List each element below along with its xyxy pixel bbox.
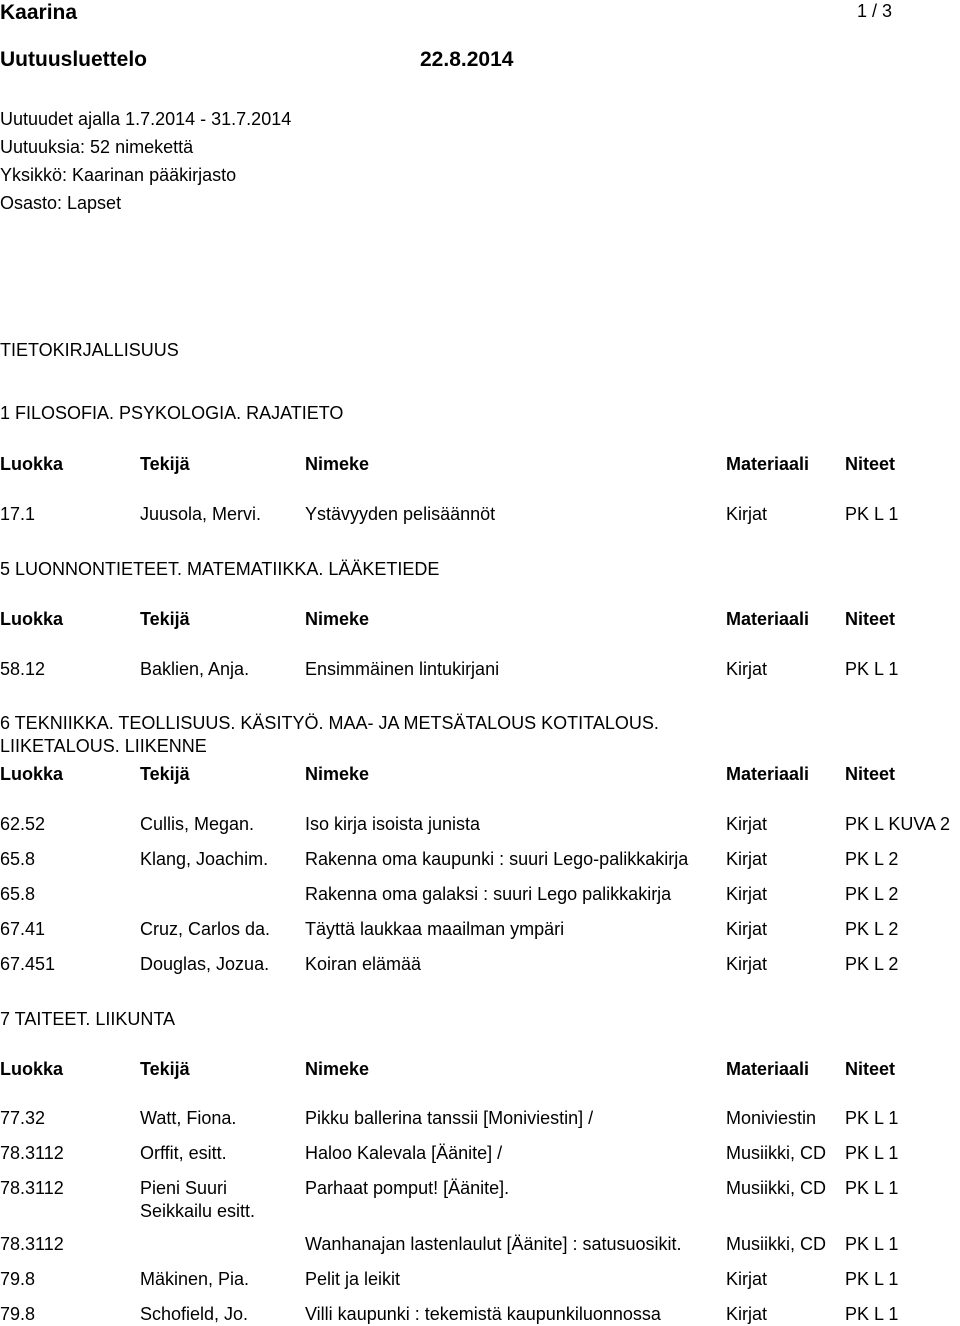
cell-nimeke: Koiran elämää — [305, 954, 422, 974]
cell-niteet: PK L 1 — [845, 1269, 899, 1289]
cell-luokka: 78.3112 — [0, 1143, 64, 1163]
cell-materiaali: Musiikki, CD — [726, 1178, 827, 1198]
cell-luokka: 65.8 — [0, 849, 36, 869]
column-header-luokka: Luokka — [0, 764, 64, 784]
cell-niteet: PK L KUVA 2 — [845, 814, 951, 834]
cell-tekija: Klang, Joachim. — [140, 849, 269, 869]
cell-niteet: PK L 1 — [845, 1143, 899, 1163]
column-header-nimeke: Nimeke — [305, 764, 370, 784]
cell-tekija: Schofield, Jo. — [140, 1304, 249, 1324]
column-header-luokka: Luokka — [0, 454, 64, 474]
cell-luokka: 77.32 — [0, 1108, 46, 1128]
column-header-tekija: Tekijä — [140, 1059, 190, 1079]
section-heading: 7 TAITEET. LIIKUNTA — [0, 1009, 176, 1029]
list-date: 22.8.2014 — [420, 48, 514, 71]
cell-nimeke: Pikku ballerina tanssii [Moniviestin] / — [305, 1108, 594, 1128]
cell-niteet: PK L 2 — [845, 954, 899, 974]
meta-count: Uutuuksia: 52 nimekettä — [0, 137, 194, 157]
meta-department: Osasto: Lapset — [0, 193, 122, 213]
category-heading: TIETOKIRJALLISUUS — [0, 340, 179, 360]
column-header-materiaali: Materiaali — [726, 454, 810, 474]
cell-luokka: 65.8 — [0, 884, 36, 904]
column-header-nimeke: Nimeke — [305, 609, 370, 629]
column-header-tekija: Tekijä — [140, 454, 190, 474]
meta-unit: Yksikkö: Kaarinan pääkirjasto — [0, 165, 237, 185]
cell-tekija: Douglas, Jozua. — [140, 954, 270, 974]
cell-tekija: Juusola, Mervi. — [140, 504, 262, 524]
cell-niteet: PK L 1 — [845, 504, 899, 524]
meta-period: Uutuudet ajalla 1.7.2014 - 31.7.2014 — [0, 109, 292, 129]
cell-luokka: 79.8 — [0, 1304, 36, 1324]
cell-materiaali: Kirjat — [726, 919, 768, 939]
column-header-materiaali: Materiaali — [726, 609, 810, 629]
cell-materiaali: Musiikki, CD — [726, 1143, 827, 1163]
column-header-niteet: Niteet — [845, 764, 896, 784]
section-heading: 6 TEKNIIKKA. TEOLLISUUS. KÄSITYÖ. MAA- JA METSÄTALOUS KOTITALOUS. — [0, 713, 659, 733]
cell-niteet: PK L 1 — [845, 1178, 899, 1198]
cell-tekija: Orffit, esitt. — [140, 1143, 227, 1163]
cell-tekija: Watt, Fiona. — [140, 1108, 237, 1128]
cell-luokka: 17.1 — [0, 504, 36, 524]
column-header-tekija: Tekijä — [140, 764, 190, 784]
cell-luokka: 78.3112 — [0, 1178, 64, 1198]
cell-nimeke: Rakenna oma kaupunki : suuri Lego-palikkakirja — [305, 849, 689, 869]
cell-niteet: PK L 1 — [845, 1304, 899, 1324]
cell-luokka: 78.3112 — [0, 1234, 64, 1254]
cell-materiaali: Kirjat — [726, 884, 768, 904]
cell-materiaali: Kirjat — [726, 1269, 768, 1289]
cell-tekija: Cruz, Carlos da. — [140, 919, 271, 939]
cell-nimeke: Haloo Kalevala [Äänite] / — [305, 1143, 503, 1163]
cell-luokka: 62.52 — [0, 814, 46, 834]
cell-nimeke: Pelit ja leikit — [305, 1269, 401, 1289]
cell-tekija: Baklien, Anja. — [140, 659, 250, 679]
column-header-tekija: Tekijä — [140, 609, 190, 629]
cell-nimeke: Rakenna oma galaksi : suuri Lego palikkakirja — [305, 884, 672, 904]
column-header-niteet: Niteet — [845, 609, 896, 629]
cell-nimeke: Ystävyyden pelisäännöt — [305, 504, 496, 524]
column-header-niteet: Niteet — [845, 454, 896, 474]
cell-luokka: 67.451 — [0, 954, 56, 974]
cell-niteet: PK L 1 — [845, 659, 899, 679]
cell-nimeke: Wanhanajan lastenlaulut [Äänite] : satusuosikit. — [305, 1234, 682, 1254]
section-heading: 1 FILOSOFIA. PSYKOLOGIA. RAJATIETO — [0, 403, 344, 423]
cell-materiaali: Kirjat — [726, 849, 768, 869]
column-header-niteet: Niteet — [845, 1059, 896, 1079]
cell-niteet: PK L 2 — [845, 919, 899, 939]
cell-nimeke: Villi kaupunki : tekemistä kaupunkiluonnossa — [305, 1304, 661, 1324]
cell-tekija: Pieni Suuri — [140, 1178, 228, 1198]
column-header-materiaali: Materiaali — [726, 1059, 810, 1079]
cell-tekija: Mäkinen, Pia. — [140, 1269, 250, 1289]
cell-luokka: 58.12 — [0, 659, 46, 679]
column-header-luokka: Luokka — [0, 609, 64, 629]
page-title: Uutuusluettelo — [0, 48, 147, 71]
cell-materiaali: Kirjat — [726, 954, 768, 974]
cell-nimeke: Täyttä laukkaa maailman ympäri — [305, 919, 565, 939]
section-heading-continued: LIIKETALOUS. LIIKENNE — [0, 736, 207, 756]
library-name: Kaarina — [0, 1, 78, 24]
cell-nimeke: Parhaat pomput! [Äänite]. — [305, 1178, 510, 1198]
section-heading: 5 LUONNONTIETEET. MATEMATIIKKA. LÄÄKETIEDE — [0, 559, 440, 579]
column-header-nimeke: Nimeke — [305, 1059, 370, 1079]
cell-materiaali: Kirjat — [726, 814, 768, 834]
cell-materiaali: Kirjat — [726, 659, 768, 679]
cell-niteet: PK L 2 — [845, 849, 899, 869]
cell-tekija: Cullis, Megan. — [140, 814, 255, 834]
column-header-luokka: Luokka — [0, 1059, 64, 1079]
column-header-materiaali: Materiaali — [726, 764, 810, 784]
cell-materiaali: Moniviestin — [726, 1108, 817, 1128]
cell-nimeke: Ensimmäinen lintukirjani — [305, 659, 500, 679]
cell-niteet: PK L 1 — [845, 1108, 899, 1128]
cell-materiaali: Kirjat — [726, 1304, 768, 1324]
cell-materiaali: Musiikki, CD — [726, 1234, 827, 1254]
cell-luokka: 67.41 — [0, 919, 46, 939]
cell-niteet: PK L 2 — [845, 884, 899, 904]
cell-niteet: PK L 1 — [845, 1234, 899, 1254]
cell-nimeke: Iso kirja isoista junista — [305, 814, 481, 834]
cell-materiaali: Kirjat — [726, 504, 768, 524]
column-header-nimeke: Nimeke — [305, 454, 370, 474]
cell-tekija-continued: Seikkailu esitt. — [140, 1201, 256, 1221]
page-number: 1 / 3 — [857, 1, 893, 21]
cell-luokka: 79.8 — [0, 1269, 36, 1289]
